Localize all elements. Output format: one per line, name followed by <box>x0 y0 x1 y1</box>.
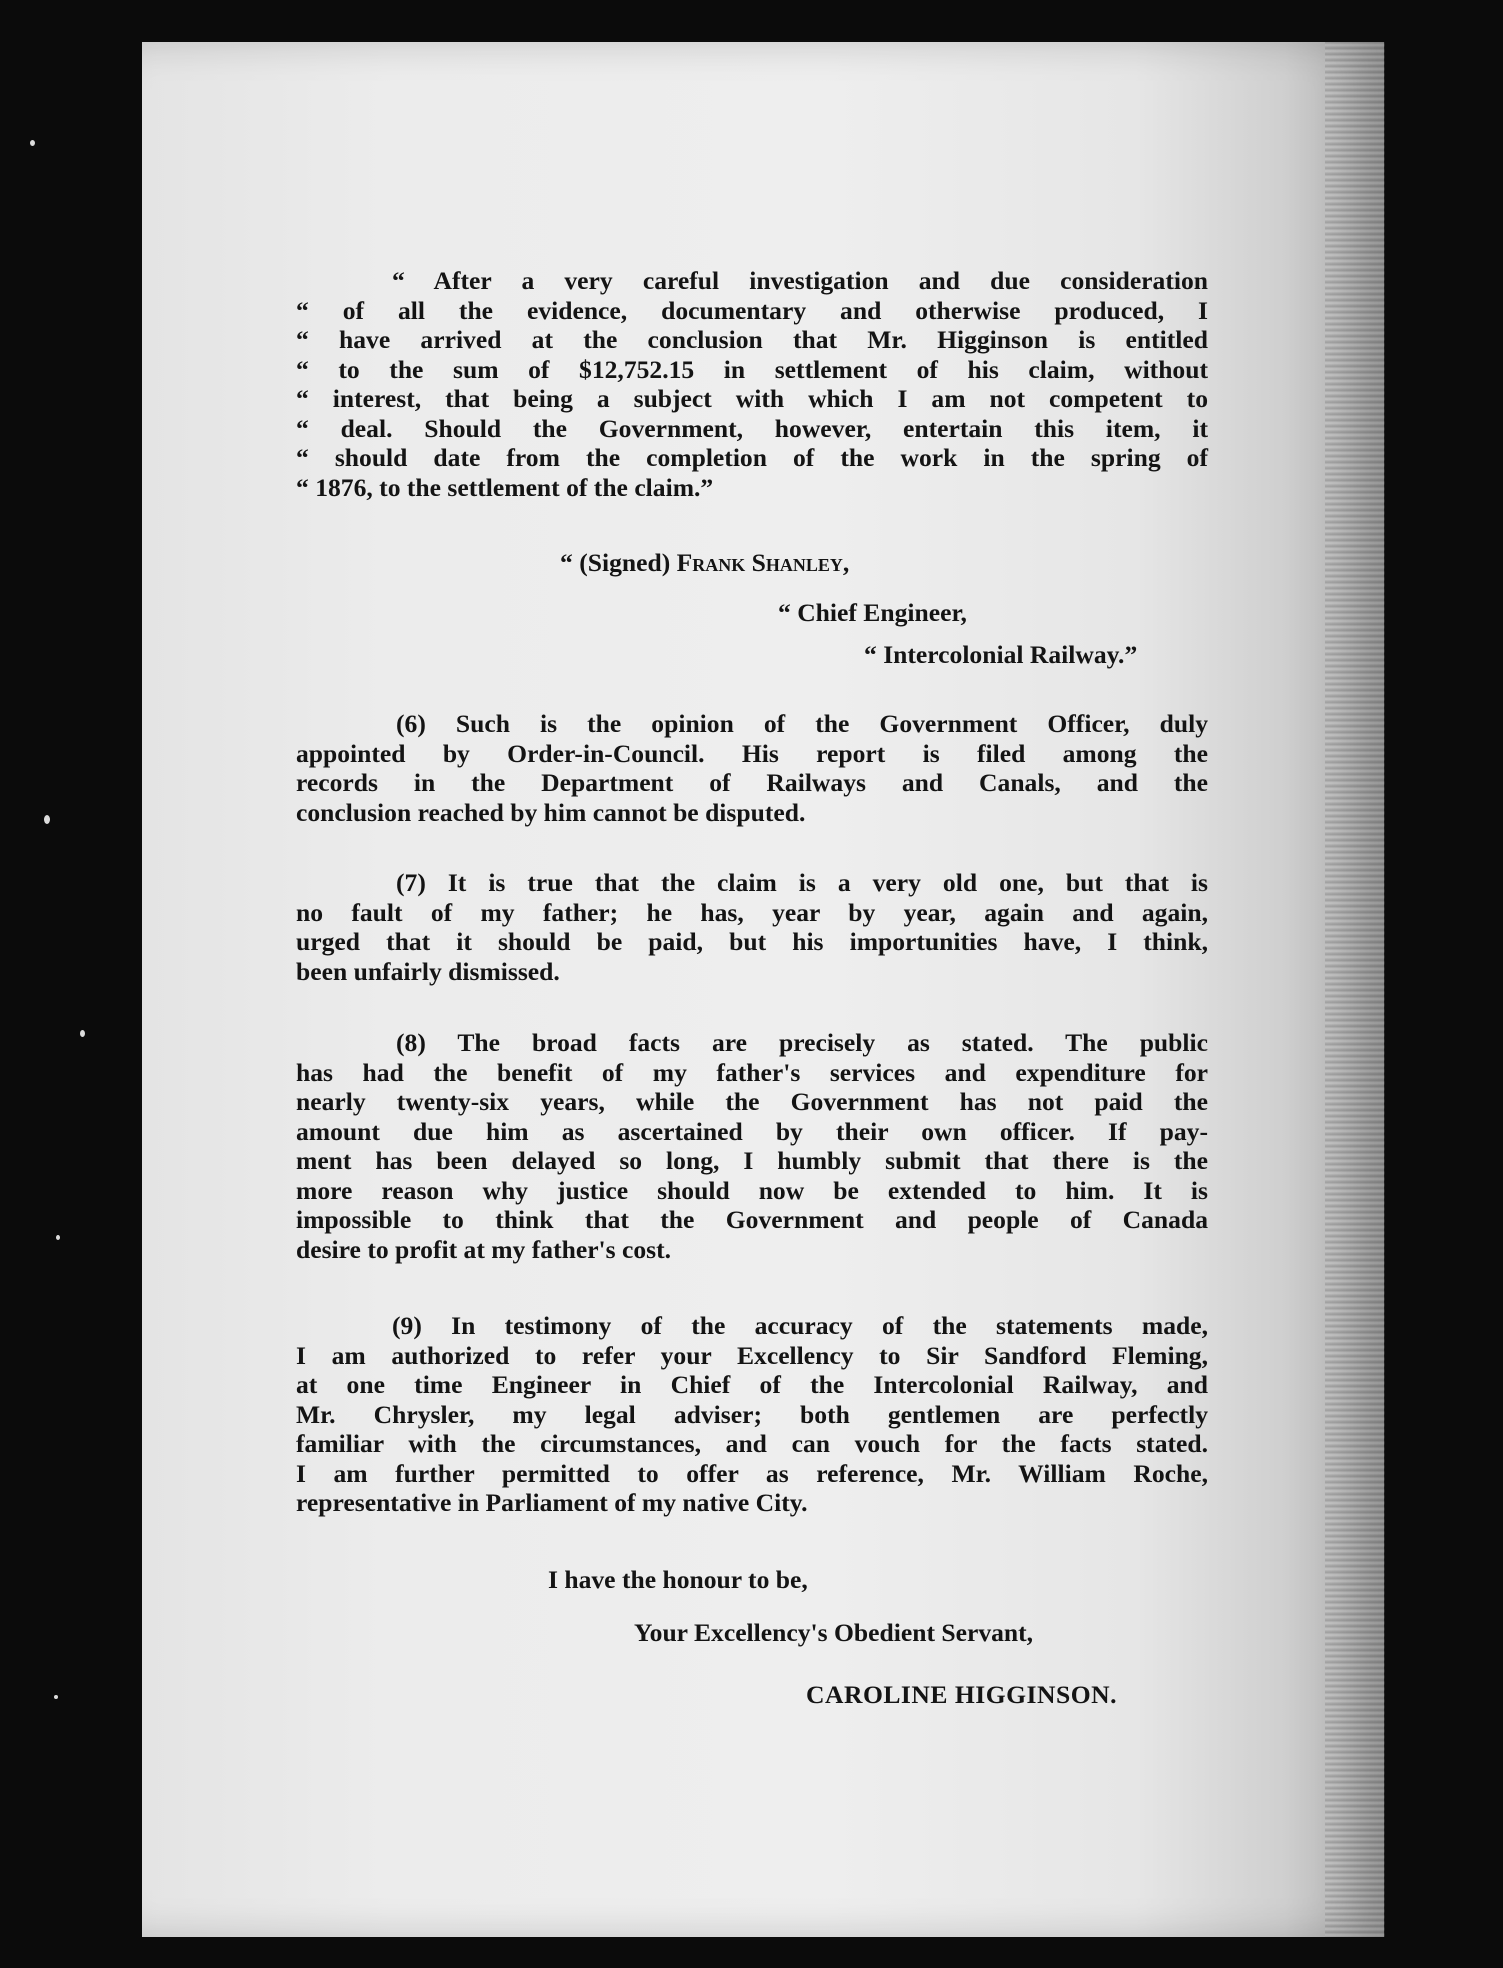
signer-title: “ Chief Engineer, <box>778 598 967 627</box>
paragraph-line: at one time Engineer in Chief of the Intercolonial Railway, and <box>296 1370 1208 1399</box>
quote-line: “ of all the evidence, documentary and otherwise produced, I <box>296 295 1208 325</box>
scan-speck <box>80 1030 85 1037</box>
signed-line <box>560 548 849 578</box>
quote-line: “ interest, that being a subject with which I am not competent to <box>296 384 1208 413</box>
scan-speck <box>54 1695 58 1699</box>
quote-line: “ should date from the completion of the work in the spring of <box>296 443 1208 472</box>
paragraph-6 <box>296 709 1208 827</box>
scan-speck <box>56 1235 60 1240</box>
paragraph-8 <box>296 1028 1208 1264</box>
paragraph-line: (6) Such is the opinion of the Government Officer, duly <box>396 709 1208 738</box>
page-edge-shadow <box>1325 42 1385 1937</box>
paragraph-line: (8) The broad facts are precisely as stated. The public <box>396 1028 1208 1057</box>
paragraph-line: amount due him as ascertained by their own officer. If pay- <box>296 1116 1208 1146</box>
paragraph-line: ment has been delayed so long, I humbly submit that there is the <box>296 1146 1208 1175</box>
closing-servant: Your Excellency's Obedient Servant, <box>634 1618 1034 1647</box>
quote-line: “ deal. Should the Government, however, entertain this item, it <box>296 413 1208 443</box>
paragraph-line: conclusion reached by him cannot be disputed. <box>296 797 806 827</box>
paragraph-line: impossible to think that the Government and people of Canada <box>296 1205 1208 1234</box>
paragraph-line: Mr. Chrysler, my legal adviser; both gentlemen are perfectly <box>296 1399 1208 1429</box>
signature: CAROLINE HIGGINSON. <box>806 1680 1117 1709</box>
paragraph-line: records in the Department of Railways and Canals, and the <box>296 768 1208 797</box>
paragraph-line: appointed by Order-in-Council. His report is filed among the <box>296 738 1208 768</box>
paragraph-line: I am authorized to refer your Excellency to Sir Sandford Fleming, <box>296 1340 1208 1370</box>
signer-organization: “ Intercolonial Railway.” <box>864 640 1138 669</box>
quoted-report <box>296 266 1208 502</box>
paragraph-line: (7) It is true that the claim is a very old one, but that is <box>396 868 1208 897</box>
paragraph-7 <box>296 868 1208 986</box>
scan-speck <box>30 140 35 146</box>
paragraph-line: I am further permitted to offer as reference, Mr. William Roche, <box>296 1458 1208 1488</box>
quote-line: “ have arrived at the conclusion that Mr. Higginson is entitled <box>296 325 1208 354</box>
paragraph-line: desire to profit at my father's cost. <box>296 1234 672 1264</box>
paragraph-line: urged that it should be paid, but his importunities have, I think, <box>296 927 1208 956</box>
quote-line: “ After a very careful investigation and due consideration <box>392 266 1208 295</box>
paragraph-line: has had the benefit of my father's services and expenditure for <box>296 1057 1208 1087</box>
paragraph-line: no fault of my father; he has, year by year, again and again, <box>296 897 1208 927</box>
paragraph-9 <box>296 1311 1208 1518</box>
paragraph-line: familiar with the circumstances, and can vouch for the facts stated. <box>296 1429 1208 1458</box>
scan-speck <box>44 815 50 824</box>
paragraph-line: representative in Parliament of my native City. <box>296 1488 808 1517</box>
closing-honour: I have the honour to be, <box>548 1565 808 1594</box>
paragraph-line: been unfairly dismissed. <box>296 956 560 986</box>
quote-line: “ to the sum of $12,752.15 in settlement of his claim, without <box>296 354 1208 384</box>
paragraph-line: nearly twenty-six years, while the Government has not paid the <box>296 1087 1208 1116</box>
paragraph-line: more reason why justice should now be extended to him. It is <box>296 1175 1208 1205</box>
signed-name: Frank Shanley, <box>676 548 850 577</box>
paragraph-line: (9) In testimony of the accuracy of the statements made, <box>392 1311 1208 1340</box>
quote-line: “ 1876, to the settlement of the claim.” <box>296 472 714 502</box>
signed-prefix: “ (Signed) <box>560 548 671 577</box>
